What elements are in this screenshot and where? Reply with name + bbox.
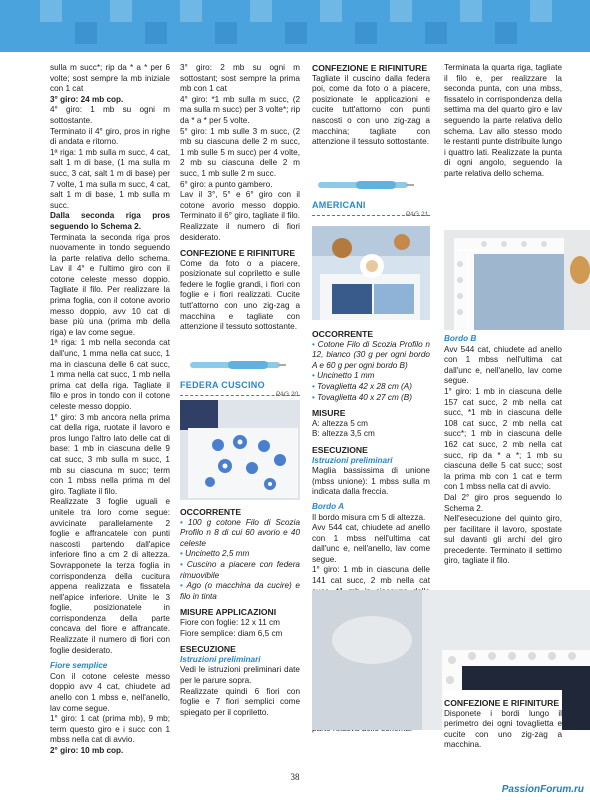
step-line: 1ª riga: 1 mb sulla m succ, 4 cat, salt 1 m di base, (1 ma sulla m succ, 3 cat, salt 1 m di base) per 7 volte, 1 ma sulla m succ, 4 cat, salt 1 m di base, 1 mb sulla m succ. <box>50 147 170 210</box>
materials-text: Uncinetto 1 mm <box>317 371 375 381</box>
placemat-table-icon <box>312 226 430 320</box>
step-line: 4° giro: *1 mb sulla m succ, (2 ma sulla m succ) per 3 volte*; rip da * a * per 5 volte. <box>180 94 300 125</box>
page-ref: PAG 21 <box>405 211 428 218</box>
paragraph: sulla m succ*; rip da * a * per 6 volte; sost sempre la mb iniziale con 1 cat <box>50 63 170 94</box>
paragraph: Realizzate quindi 6 fiori con foglie e 7 fiori semplici come spiegato per il copriletto. <box>180 686 300 717</box>
paragraph: Nell'esecuzione del quinto giro, per facilitare il lavoro, spostate sul davanti gli archi del giro precedente. Terminato il settimo giro, tagliate il filo. <box>444 514 562 566</box>
americani-section <box>312 200 430 218</box>
band-square <box>110 0 132 22</box>
column-4-top <box>444 63 562 180</box>
paragraph: Tagliate il cuscino dalla federa poi, come da foto o a piacere, posizionate le applicazioni e cucite tutt'attorno con punti nascosti o con uno zig-zag a macchina; tagliate con attenzione il tessuto sottostante. <box>312 73 430 147</box>
section-heading: MISURE <box>312 408 346 419</box>
band-square <box>145 22 167 44</box>
step-line: Dalla seconda riga pros seguendo lo Schema 2. <box>50 211 170 231</box>
top-color-band <box>0 0 590 52</box>
subheading: Istruzioni preliminari <box>312 455 393 465</box>
measure-line: A: altezza 5 cm <box>312 418 368 428</box>
column-3 <box>312 63 430 148</box>
paragraph: Terminata la quarta riga, tagliate il filo e, per realizzare la seconda punta, con una mbss, fissatelo in corrispondenza della settima ma del quarto giro e lav seguendo la parte relativa dello schema. Lav allo stesso modo le restanti punte distribuite lungo i quattro lati. Realizzate la punta di ogni angolo, seguendo la parte relativa dello schema. <box>444 63 562 178</box>
crochet-hook-image <box>188 358 288 372</box>
section-heading: CONFEZIONE E RIFINITURE <box>312 63 428 73</box>
band-square <box>355 22 377 44</box>
crochet-hook-image <box>316 178 416 192</box>
page-ref: PAG 20 <box>275 391 298 398</box>
band-square <box>75 22 97 44</box>
americani-heading-row <box>312 200 430 216</box>
federa-details <box>180 502 300 718</box>
materials-item: • Tovaglietta 42 x 28 cm (A) <box>312 381 412 391</box>
materials-text: Uncinetto 2,5 mm <box>185 549 250 559</box>
band-square <box>530 0 552 22</box>
step-line: Dal 2° giro pros seguendo lo Schema 2. <box>444 492 562 513</box>
subheading: Bordo B <box>444 334 477 343</box>
band-square <box>390 0 412 22</box>
subheading: Istruzioni preliminari <box>180 654 261 664</box>
border-a-photo <box>444 230 590 330</box>
band-square <box>285 22 307 44</box>
step-line: 1° giro: 3 mb ancora nella prima cat della riga, ruotate il lavoro e pros lungo l'altro lato delle cat di base: 1 mb in ciascuna delle 9 cat succ, 3 mb sulla m succ, 1 mb su ciascuna m succ; term con 1 mbss nella prima m del giro. Tagliate il filo. <box>50 412 170 496</box>
crochet-hook-icon <box>316 178 416 192</box>
column-4-bottom <box>444 334 562 567</box>
section-heading: CONFEZIONE E RIFINITURE <box>444 698 560 708</box>
band-square <box>215 22 237 44</box>
paragraph: Realizzate 3 foglie uguali e unitele tra loro come segue: avvicinate parallelamente 2 foglie e affrancatele con punti nascosti partendo dall'apice inferiore fino a cm 2 di altezza. Sovrapponete la terza foglia in corrispondenza della cucitura appena realizzata e fissatela nell'apice inferiore. Unite le 3 foglie, posizionatele in corrispondenza della parte concava del fiore e affrancate. Realizzate il numero di fiori con foglie desiderato. <box>50 497 170 655</box>
section-heading: CONFEZIONE E RIFINITURE <box>180 248 296 259</box>
subheading: Fiore semplice <box>50 661 108 671</box>
materials-item: • Cotone Filo di Scozia Profilo n 12, bianco (30 g per ogni bordo A e 60 g per ogni bordo B) <box>312 339 430 370</box>
materials-text: Ago (o macchina da cucire) e filo in tinta <box>180 581 300 601</box>
section-heading: ESECUZIONE <box>312 444 368 455</box>
paragraph: Vedi le istruzioni preliminari date per le parure sopra. <box>180 665 300 685</box>
paragraph: Come da foto o a piacere, posizionate sul copriletto e sulle federe le foglie grandi, i fiori con foglie e i fiori realizzati. Cucite tutt'attorno con uno zig-zag a macchina e tagliate con attenzione il tessuto sottostante. <box>180 258 300 332</box>
materials-item: • Cuscino a piacere con federa rimuovibile <box>180 559 300 580</box>
band-square <box>180 0 202 22</box>
final-caption <box>444 690 562 751</box>
materials-item: • Uncinetto 1 mm <box>312 371 375 381</box>
materials-item: • Tovaglietta 40 x 27 cm (B) <box>312 392 412 402</box>
band-square <box>425 22 447 44</box>
materials-item: • 100 g cotone Filo di Scozia Profilo n 8 di cui 60 avorio e 40 celeste <box>180 517 300 548</box>
section-title: FEDERA CUSCINO <box>180 380 265 390</box>
step-line: 5° giro: 1 mb sulle 3 m succ, (2 mb su ciascuna delle 2 m succ, 1 mb sulle 5 m succ) per 4 volte, 2 mb su ciascuna delle 2 m succ, 1 mb sulle 2 m succ. <box>180 126 300 178</box>
page-number: 38 <box>290 772 300 782</box>
paragraph: Terminata la seconda riga pros nuovamente in tondo seguendo la parte relativa dello schema. Lav il 4° e l'ultimo giro con il cotone celeste messo doppio. Tagliate il filo. Per realizzare la prima foglia, con il cotone avorio messo doppio, avv 10 cat di base più una (prima mb della riga) e lav come segue. <box>50 232 170 337</box>
materials-text: Cotone Filo di Scozia Profilo n 12, bianco (30 g per ogni bordo A e 60 g per ogni bordo B) <box>312 339 430 370</box>
step-line: 1° giro: 1 mb in ciascuna delle 141 cat succ, 2 mb nella cat <box>312 565 430 586</box>
section-heading: OCCORRENTE <box>312 329 374 339</box>
materials-item: • Ago (o macchina da cucire) e filo in tinta <box>180 581 300 601</box>
materials-text: Tovaglietta 40 x 27 cm (B) <box>317 392 412 402</box>
step-line: 1° giro: 1 mb in ciascuna delle 157 cat succ, 2 mb nella cat succ, *1 mb in ciascuna delle 108 cat succ, 2 mb nella cat succ*; 1 mb in ciascuna delle 162 cat succ, 2 mb nella cat succ, rip da * a *; 1 mb su ciascuna delle 5 cat succ; sost la prima mb con 1 cat e term con 1 mbss nella cat di avvio. <box>444 386 562 492</box>
section-heading: ESECUZIONE <box>180 644 236 655</box>
crochet-hook-icon <box>188 358 288 372</box>
band-square <box>320 0 342 22</box>
step-line: 4° giro: 1 mb su ogni m sottostante. <box>50 105 170 125</box>
measure-line: B: altezza 3,5 cm <box>312 429 375 439</box>
paragraph: Avv 544 cat, chiudete ad anello con 1 mbss nell'ultima cat dall'unc e, nell'anello, lav come segue. <box>444 344 562 386</box>
materials-item: • Uncinetto 2,5 mm <box>180 549 250 559</box>
placemat-photo <box>312 226 430 320</box>
measure-line: Fiore con foglie: 12 x 11 cm <box>180 617 280 627</box>
step-line: 3° giro: 24 mb cop. <box>50 94 124 104</box>
column-1 <box>50 63 170 757</box>
column-2 <box>180 63 300 333</box>
materials-text: Tovaglietta 42 x 28 cm (A) <box>317 381 412 391</box>
band-square <box>495 22 517 44</box>
step-line: 1ª riga: 1 mb nella seconda cat dall'unc, 1 mma nella cat succ, 1 ma in ciascuna delle 6 cat succ, 1 mma nella cat succ, 1 mb nella prima cat della riga. Tagliate il filo e pros in tondo con il cotone celeste messo doppio. <box>50 338 170 411</box>
pillow-flowers-icon <box>180 400 300 500</box>
paragraph: Terminato il 4° giro, pros in righe di andata e ritorno. <box>50 126 170 147</box>
section-title: AMERICANI <box>312 200 366 210</box>
federa-section <box>180 380 300 398</box>
step-line: 1° giro: 1 cat (prima mb), 9 mb; term questo giro e i succ con 1 mbss nella cat di avvio. <box>50 714 170 745</box>
paragraph: Maglia bassissima di unione (mbss unione): 1 mbss sulla m indicata dalla freccia. <box>312 466 430 497</box>
paragraph: Lav il 3°, 5° e 6° giro con il cotone avorio messo doppio. Terminato il 6° giro, tagliate il filo. Realizzate il numero di fiori desiderato. <box>180 190 300 242</box>
step-line: 6° giro: a punto gambero. <box>180 179 273 189</box>
site-watermark: PassionForum.ru <box>501 784 584 795</box>
lace-border-icon <box>444 230 590 330</box>
paragraph: Con il cotone celeste messo doppio avv 4 cat, chiudete ad anello con 1 mbss e, nell'anello, lav come segue. <box>50 671 170 713</box>
band-square <box>40 0 62 22</box>
materials-text: 100 g cotone Filo di Scozia Profilo n 8 di cui 60 avorio e 40 celeste <box>180 517 300 548</box>
step-line: 2° giro: 10 mb cop. <box>50 746 124 755</box>
paragraph: Il bordo misura cm 5 di altezza. <box>312 512 426 522</box>
measure-line: Fiore semplice: diam 6,5 cm <box>180 628 283 638</box>
step-line: 3° giro: 2 mb su ogni m sottostant; sost sempre la prima mb con 1 cat <box>180 63 300 94</box>
paragraph: Avv 544 cat, chiudete ad anello con 1 mbss nell'ultima cat dall'unc e, nell'anello, lav come segue. <box>312 523 430 564</box>
section-heading: MISURE APPLICAZIONI <box>180 607 277 618</box>
band-square <box>250 0 272 22</box>
federa-heading-row <box>180 380 300 396</box>
band-square <box>460 0 482 22</box>
subheading: Bordo A <box>312 501 344 511</box>
section-heading: OCCORRENTE <box>180 507 242 517</box>
paragraph: Disponete i bordi lungo il perimetro dei ogni tovaglietta e cucite con uno zig-zag a macchina. <box>444 708 562 750</box>
materials-text: Cuscino a piacere con federa rimuovibile <box>180 559 300 580</box>
pillow-photo <box>180 400 300 500</box>
